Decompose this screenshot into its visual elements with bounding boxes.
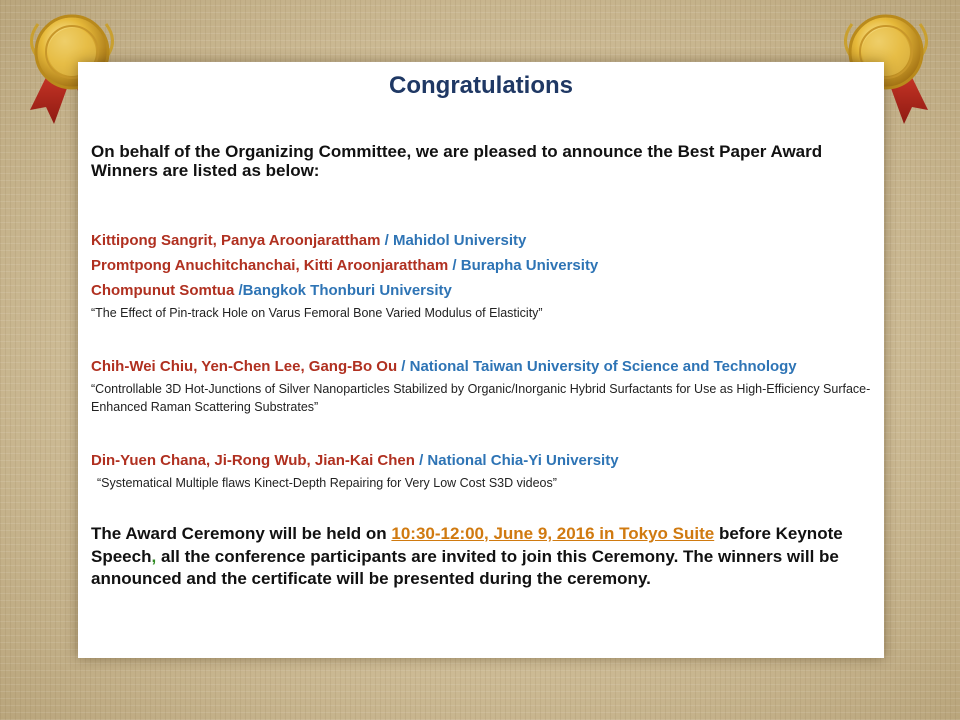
- winner-line: [91, 354, 881, 379]
- paper-title: “Controllable 3D Hot-Junctions of Silver Nanoparticles Stabilized by Organic/Inorganic Hybrid Surfactants for Use as High-Efficiency Surface-Enhanced Raman Scattering Substrates”: [91, 382, 871, 414]
- winner-line: [91, 228, 881, 253]
- announcement-card: [78, 62, 884, 658]
- ceremony-text: before Keynote Speech: [91, 524, 843, 566]
- winner-entry-3: [91, 448, 881, 492]
- ceremony-text: The Award Ceremony will be held on: [91, 524, 392, 543]
- winner-university: / Mahidol University: [380, 232, 527, 249]
- winner-authors: Chih-Wei Chiu, Yen-Chen Lee, Gang-Bo Ou: [91, 358, 398, 375]
- winner-authors: Chompunut Somtua: [91, 282, 235, 299]
- winner-line: [91, 253, 881, 278]
- winner-university: / National Taiwan University of Science and Technology: [397, 358, 797, 375]
- winner-authors: Promtpong Anuchitchanchai, Kitti Aroonjarattham: [91, 257, 449, 274]
- winner-authors: Kittipong Sangrit, Panya Aroonjarattham: [91, 232, 381, 249]
- winner-line: [91, 278, 881, 303]
- ceremony-text: ,: [151, 546, 157, 566]
- ceremony-notice: [91, 523, 881, 591]
- winner-line: [91, 448, 881, 473]
- ceremony-text: all the conference participants are invited to join this Ceremony. The winners will be announced and the certificate will be presented during the ceremony.: [91, 546, 839, 588]
- intro-text: On behalf of the Organizing Committee, we are pleased to announce the Best Paper Award Winners are listed as below:: [91, 142, 823, 180]
- winner-entry-2: [91, 354, 881, 416]
- winner-university: /Bangkok Thonburi University: [234, 282, 452, 299]
- ceremony-time-link[interactable]: 10:30-12:00, June 9, 2016 in Tokyo Suite: [391, 524, 715, 543]
- paper-title: “Systematical Multiple flaws Kinect-Depth Repairing for Very Low Cost S3D videos”: [97, 476, 557, 490]
- winner-entry-1: [91, 228, 881, 322]
- winner-authors: Din-Yuen Chana, Ji-Rong Wub, Jian-Kai Chen: [91, 452, 415, 469]
- paper-title: “The Effect of Pin-track Hole on Varus Femoral Bone Varied Modulus of Elasticity”: [91, 306, 543, 320]
- page-title: Congratulations: [389, 72, 573, 99]
- winner-university: / National Chia-Yi University: [414, 452, 619, 469]
- winner-university: / Burapha University: [448, 257, 599, 274]
